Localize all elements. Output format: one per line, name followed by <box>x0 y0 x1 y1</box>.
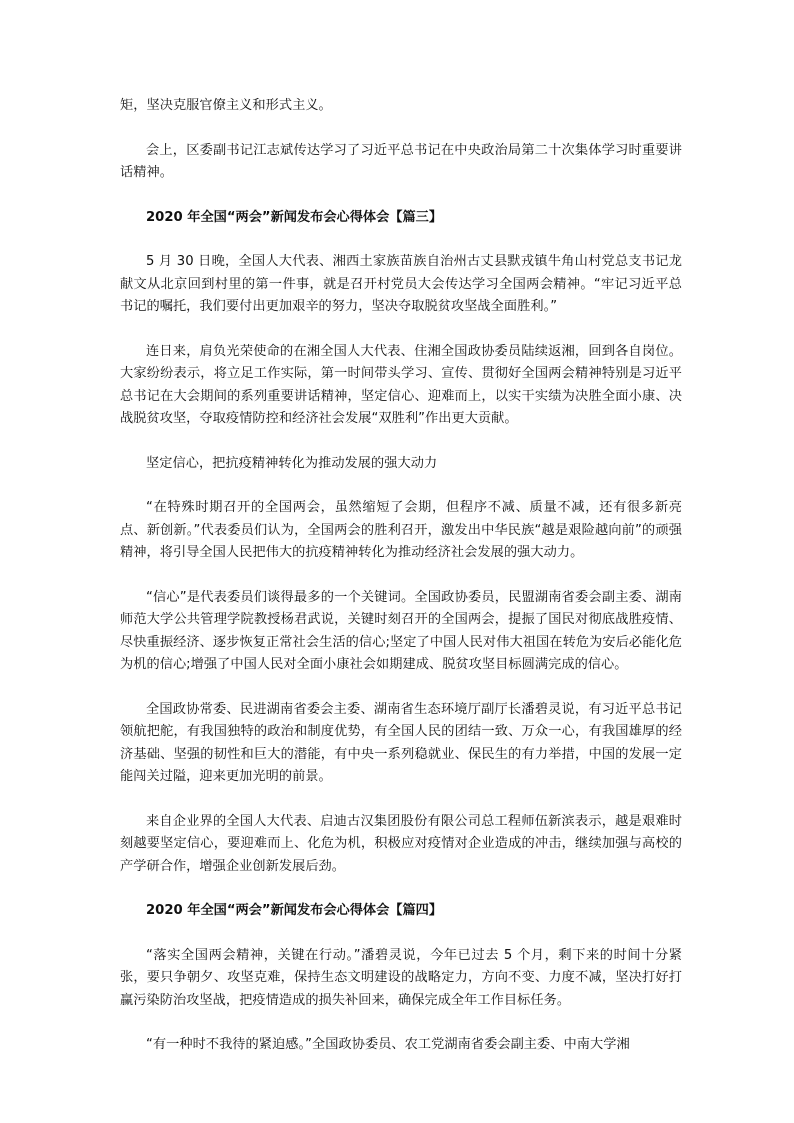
paragraph-5: “在特殊时期召开的全国两会，虽然缩短了会期，但程序不减、质量不减，还有很多新亮点、新创新。”代表委员们认为，全国两会的胜利召开，激发出中华民族“越是艰险越向前”的顽强精神，将引导全国人民把伟大的抗疫精神转化为推动经济社会发展的强大动力。 <box>120 500 682 560</box>
paragraph-10: “有一种时不我待的紧迫感。”全国政协委员、农工党湖南省委会副主委、中南大学湘 <box>146 1037 630 1052</box>
document-page <box>120 95 682 1079</box>
paragraph-1: 矩，坚决克服官僚主义和形式主义。 <box>120 98 332 113</box>
paragraph-6: “信心”是代表委员们谈得最多的一个关键词。全国政协委员，民盟湖南省委会副主委、湖南师范大学公共管理学院教授杨君武说，关键时刻召开的全国两会，提振了国民对彻底战胜疫情、尽快重振经济、逐步恢复正常社会生活的信心;坚定了中国人民对伟大祖国在转危为安后必能化危为机的信心;增强了中国人民对全面小康社会如期建成、脱贫攻坚目标圆满完成的信心。 <box>120 589 682 672</box>
section-heading-part-4: 2020 年全国“两会”新闻发布会心得体会【篇四】 <box>146 903 443 918</box>
paragraph-8: 来自企业界的全国人大代表、启迪古汉集团股份有限公司总工程师伍新滨表示，越是艰难时刻越要坚定信心，要迎难而上、化危为机，积极应对疫情对企业造成的冲击，继续加强与高校的产学研合作，增强企业创新发展后劲。 <box>120 813 682 874</box>
subheading-paragraph: 坚定信心，把抗疫精神转化为推动发展的强大动力 <box>146 455 438 471</box>
section-heading-part-3: 2020 年全国“两会”新闻发布会心得体会【篇三】 <box>146 209 443 225</box>
paragraph-4: 连日来，肩负光荣使命的在湘全国人大代表、住湘全国政协委员陆续返湘，回到各自岗位。大家纷纷表示，将立足工作实际，第一时间带头学习、宣传、贯彻好全国两会精神特别是习近平总书记在大会期间的系列重要讲话精神，坚定信心、迎难而上，以实干实绩为决胜全面小康、决战脱贫攻坚，夺取疫情防控和经济社会发展“双胜利”作出更大贡献。 <box>120 343 682 426</box>
paragraph-3: 5 月 30 日晚，全国人大代表、湘西土家族苗族自治州古丈县默戎镇牛角山村党总支书记龙献文从北京回到村里的第一件事，就是召开村党员大会传达学习全国两会精神。“牢记习近平总书记的嘱托，我们要付出更加艰辛的努力，坚决夺取脱贫攻坚战全面胜利。” <box>120 254 682 314</box>
paragraph-2: 会上，区委副书记江志斌传达学习了习近平总书记在中央政治局第二十次集体学习时重要讲话精神。 <box>120 142 682 180</box>
paragraph-9: “落实全国两会精神，关键在行动。”潘碧灵说，今年已过去 5 个月，剩下来的时间十分紧张，要只争朝夕、攻坚克难，保持生态文明建设的战略定力，方向不变、力度不减，坚决打好打赢污染防治攻坚战，把疫情造成的损失补回来，确保完成全年工作目标任务。 <box>120 947 682 1008</box>
paragraph-7: 全国政协常委、民进湖南省委会主委、湖南省生态环境厅副厅长潘碧灵说，有习近平总书记领航把舵，有我国独特的政治和制度优势，有全国人民的团结一致、万众一心，有我国雄厚的经济基础、坚强的韧性和巨大的潜能，有中央一系列稳就业、保民生的有力举措，中国的发展一定能闯关过隘，迎来更加光明的前景。 <box>120 701 682 784</box>
